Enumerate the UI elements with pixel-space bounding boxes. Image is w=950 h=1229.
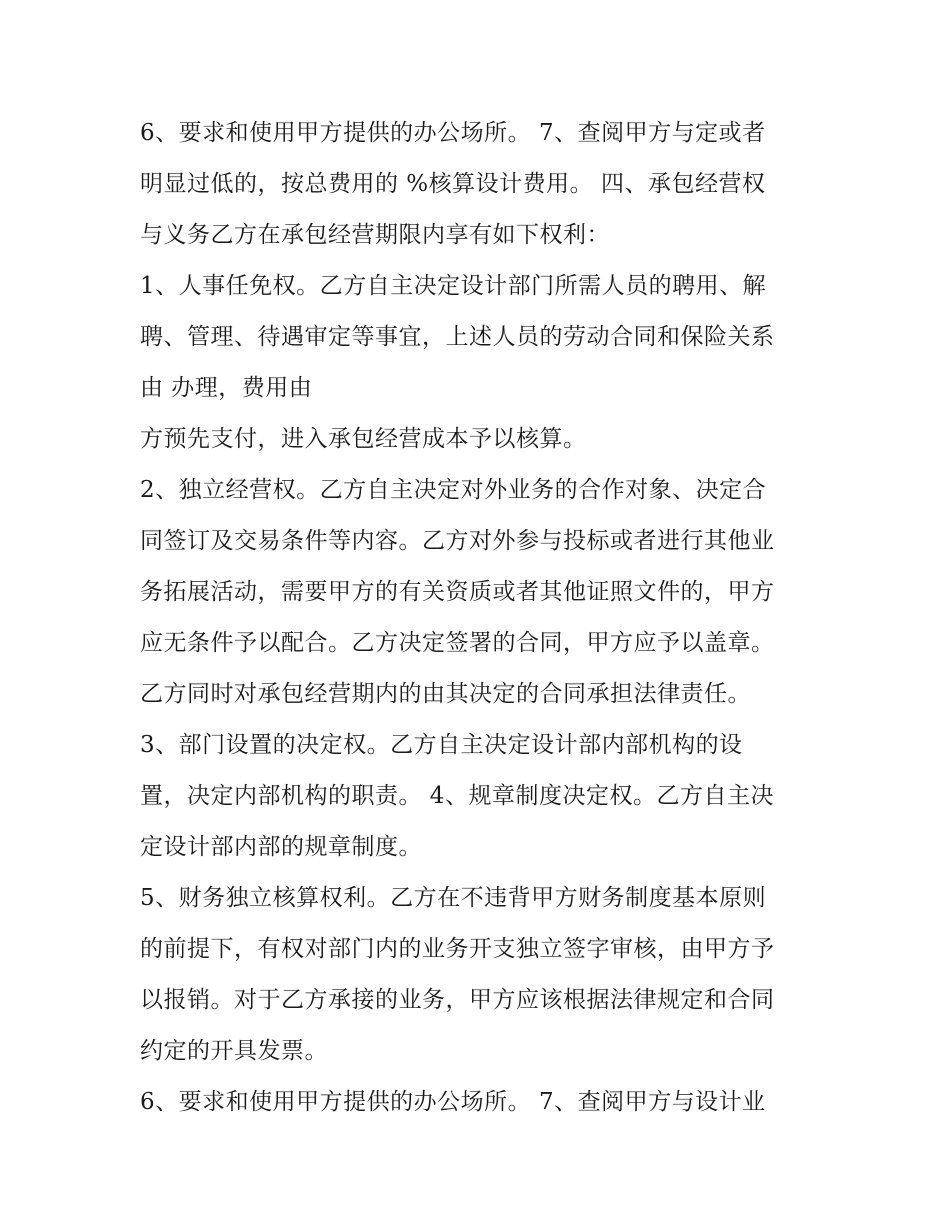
text-line: 定设计部内部的规章制度。 bbox=[140, 834, 422, 860]
text-line: 3、部门设置的决定权。乙方自主决定设计部内部机构的设 bbox=[140, 732, 743, 758]
text-line: 聘、管理、待遇审定等事宜，上述人员的劳动合同和保险关系 bbox=[140, 324, 775, 350]
text-line: 1、人事任免权。乙方自主决定设计部门所需人员的聘用、解 bbox=[140, 273, 767, 299]
text-line: 以报销。对于乙方承接的业务，甲方应该根据法律规定和合同 bbox=[140, 987, 775, 1013]
text-line: 同签订及交易条件等内容。乙方对外参与投标或者进行其他业 bbox=[140, 528, 775, 554]
text-line: 6、要求和使用甲方提供的办公场所。 7、查阅甲方与设计业 bbox=[140, 1089, 766, 1115]
text-line: 约定的开具发票。 bbox=[140, 1038, 328, 1064]
text-line: 的前提下，有权对部门内的业务开支独立签字审核，由甲方予 bbox=[140, 936, 775, 962]
text-line: 乙方同时对承包经营期内的由其决定的合同承担法律责任。 bbox=[140, 681, 751, 707]
text-line: 置，决定内部机构的职责。 4、规章制度决定权。乙方自主决 bbox=[140, 783, 774, 809]
document-body bbox=[140, 108, 830, 1128]
text-line: 方预先支付，进入承包经营成本予以核算。 bbox=[140, 426, 587, 452]
text-line: 务拓展活动，需要甲方的有关资质或者其他证照文件的，甲方 bbox=[140, 579, 775, 605]
text-line: 由 办理，费用由 bbox=[140, 375, 313, 401]
text-line: 6、要求和使用甲方提供的办公场所。 7、查阅甲方与定或者 bbox=[140, 120, 766, 146]
text-line: 2、独立经营权。乙方自主决定对外业务的合作对象、决定合 bbox=[140, 477, 767, 503]
text-line: 应无条件予以配合。乙方决定签署的合同，甲方应予以盖章。 bbox=[140, 630, 775, 656]
text-line: 5、财务独立核算权利。乙方在不违背甲方财务制度基本原则 bbox=[140, 885, 767, 911]
text-line: 明显过低的，按总费用的 %核算设计费用。 四、承包经营权 bbox=[140, 171, 766, 197]
text-line: 与义务乙方在承包经营期限内享有如下权利： bbox=[140, 222, 610, 248]
